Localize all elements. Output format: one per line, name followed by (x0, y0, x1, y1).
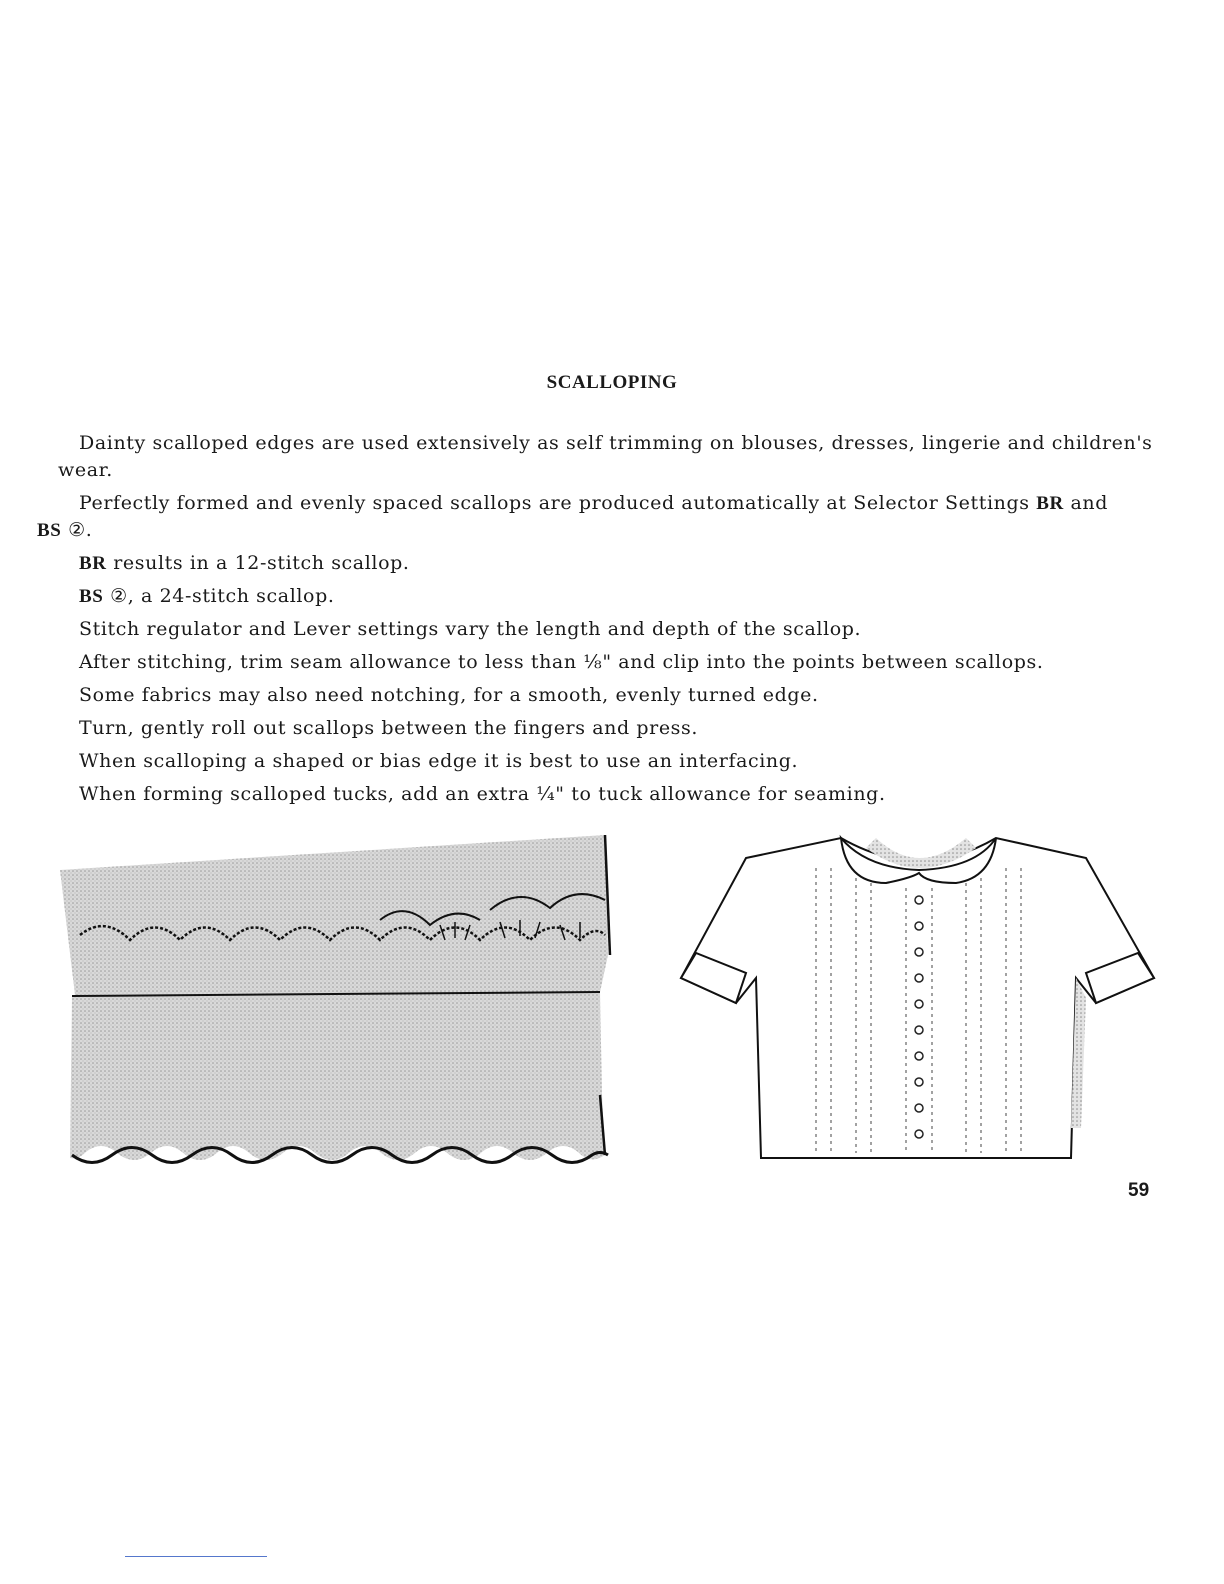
body-text (37, 430, 1158, 814)
paragraph-br: BR results in a 12-stitch scallop. (79, 552, 410, 574)
divider (125, 1556, 267, 1557)
blouse-illustration (676, 828, 1161, 1163)
paragraph-regulator: Stitch regulator and Lever settings vary the length and depth of the scallop. (79, 618, 862, 640)
paragraph-tucks: When forming scalloped tucks, add an extra ¼" to tuck allowance for seaming. (79, 783, 886, 805)
paragraph-notching: Some fabrics may also need notching, for a smooth, evenly turned edge. (79, 684, 819, 706)
scallop-fabric-illustration (60, 830, 620, 1175)
paragraph-trim: After stitching, trim seam allowance to less than ⅛" and clip into the points between scallops. (79, 651, 1044, 673)
page-title: SCALLOPING (546, 372, 678, 393)
paragraph-selector-settings: Perfectly formed and evenly spaced scallops are produced automatically at Selector Settings BR and BS ②. (37, 492, 1108, 541)
paragraph-intro: Dainty scalloped edges are used extensively as self trimming on blouses, dresses, lingerie and children's wear. (58, 432, 1153, 481)
paragraph-bs: BS ②, a 24-stitch scallop. (79, 585, 335, 607)
paragraph-interfacing: When scalloping a shaped or bias edge it is best to use an interfacing. (79, 750, 799, 772)
paragraph-turn: Turn, gently roll out scallops between the fingers and press. (79, 717, 699, 739)
page-number: 59 (1128, 1180, 1150, 1201)
